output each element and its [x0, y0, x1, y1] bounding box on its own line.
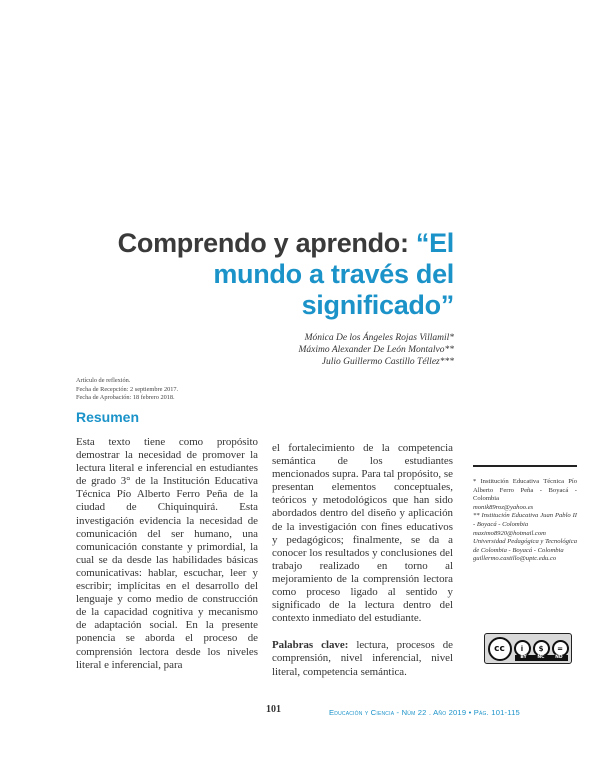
noderivatives-icon: = — [552, 640, 569, 657]
footnote-divider — [473, 465, 577, 467]
approval-date: Fecha de Aprobación: 18 febrero 2018. — [76, 394, 175, 402]
creative-commons-license-badge — [484, 633, 572, 664]
author-2: Máximo Alexander De León Montalvo** — [298, 345, 454, 355]
license-tag-by: BY — [520, 655, 527, 660]
page-number: 101 — [266, 704, 281, 715]
noncommercial-icon: $ — [533, 640, 550, 657]
affiliation-3-email: guillermo.castillo@uptc.edu.co — [473, 555, 557, 563]
author-3: Julio Guillermo Castillo Téllez*** — [321, 357, 454, 367]
article-meta — [76, 377, 266, 403]
abstract-column-right — [272, 442, 453, 679]
keywords — [272, 639, 453, 678]
title-part-1: Comprendo y aprendo: — [117, 228, 409, 258]
affiliation-2-email: maximo8920@hotmail.com — [473, 529, 546, 537]
cc-icon: cc — [488, 637, 512, 661]
license-tag-strip — [515, 655, 568, 661]
license-tag-nc: NC — [537, 655, 545, 660]
attribution-icon: i — [514, 640, 531, 657]
reception-date: Fecha de Recepción: 2 septiembre 2017. — [76, 385, 179, 393]
affiliation-2: ** Institución Educativa Juan Pablo II - Boyacá - Colombia — [473, 512, 577, 528]
abstract-paragraph-right: el fortalecimiento de la competencia semántica de los estudiantes mencionados supra. Para tal propósito, se presentan elementos conceptuales, teóricos y metodológicos que han sido abordados dentro del diseño y aplicación de la investigación con fines educativos y pedagógicos; finalmente, se da a conocer los resultados y conclusiones del trabajo realizado en torno al mejoramiento de la comprensión lectora como proceso ligado al sentido y significado de la lectura dentro del contexto inmediato del estudiante. — [272, 442, 453, 625]
keywords-text: lectura, procesos de comprensión, nivel inferencial, nivel literal, competencia semántica. — [272, 639, 454, 678]
abstract-heading: Resumen — [76, 409, 140, 425]
journal-footer: Educación y Ciencia - Núm 22 . Año 2019 • Pág. 101-115 — [329, 708, 520, 717]
title-part-2: “El mundo a través del significado” — [213, 228, 454, 320]
keywords-label: Palabras clave: — [272, 639, 349, 652]
abstract-paragraph-left: Esta texto tiene como propósito demostrar la necesidad de promover la lectura literal e inferencial en estudiantes de grado 3° de la Institución Educativa Técnica Pío Alberto Ferro Peña de la ciudad de Chiquinquirá. Esta investigación evidencia la necesidad de comunicación del ser humano, una comunicación constante y primordial, la cual se da desde las habilidades básicas comunicativas: hablar, escuchar, leer y escribir; implícitas en el desarrollo del lenguaje y como medio de construcción de la capacidad cognitiva y mecanismo de adaptación social. En la presente ponencia se aborda el proceso de comprensión lectora desde los niveles literal e inferencial, para — [76, 436, 258, 671]
article-title — [100, 228, 454, 321]
affiliation-1: * Institución Educativa Técnica Pío Alberto Ferro Peña - Boyacá - Colombia — [473, 478, 577, 503]
authors-block — [250, 332, 454, 368]
affiliations-block — [473, 478, 577, 564]
article-type: Artículo de reflexión. — [76, 377, 131, 384]
affiliation-1-email: monik89roz@yahoo.es — [473, 503, 534, 511]
license-tag-nd: ND — [555, 655, 563, 660]
affiliation-3: Universidad Pedagógica y Tecnológica de Colombia - Boyacá - Colombia — [473, 538, 577, 554]
abstract-column-left — [76, 436, 258, 672]
author-1: Mónica De los Ángeles Rojas Villamil* — [304, 333, 454, 343]
